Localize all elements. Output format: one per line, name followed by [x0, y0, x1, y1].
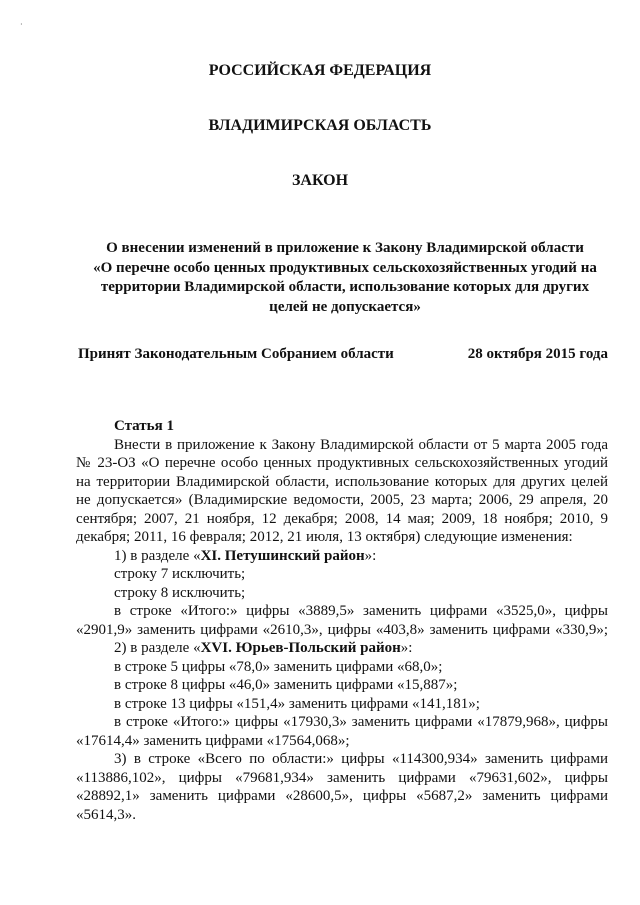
item2-line: в строке 5 цифры «78,0» заменить цифрами «68,0»; — [114, 658, 443, 675]
item1-heading — [76, 547, 608, 566]
title-line: «О перечне особо ценных продуктивных сельскохозяйственных угодий на — [93, 259, 597, 276]
intro-line: сентября; 2007, 21 ноября, 12 декабря; 2008, 14 мая; 2009, 18 ноября; 2010, 9 — [76, 510, 608, 527]
item2-suffix: »: — [400, 640, 413, 656]
item2-section: XVI. Юрьев-Польский район — [200, 640, 401, 656]
item1-section: XI. Петушинский район — [200, 547, 365, 564]
item2-heading — [76, 639, 608, 658]
item1-line: «2901,9» заменить цифрами «2610,3», цифры «403,8» заменить цифрами «330,9»; — [76, 621, 608, 638]
country-heading: РОССИЙСКАЯ ФЕДЕРАЦИЯ — [208, 62, 432, 79]
item1-line: строку 8 исключить; — [114, 584, 246, 601]
intro-line: Внести в приложение к Закону Владимирской области от 5 марта 2005 года — [114, 436, 608, 453]
item3-line: «5614,3». — [76, 806, 136, 823]
item1-suffix: »: — [364, 547, 377, 564]
item3-line: 3) в строке «Всего по области:» цифры «114300,934» заменить цифрами — [114, 751, 608, 767]
intro-line: не допускается» (Владимирские ведомости, 2005, 23 марта; 2006, 29 апреля, 20 — [76, 492, 608, 508]
title-line: О внесении изменений в приложение к Закону Владимирской области — [106, 240, 584, 256]
item1-line: в строке «Итого:» цифры «3889,5» заменить цифрами «3525,0», цифры — [114, 603, 608, 619]
item2-line: «17614,4» заменить цифрами «17564,068»; — [76, 732, 350, 749]
region-heading: ВЛАДИМИРСКАЯ ОБЛАСТЬ — [208, 117, 432, 134]
item2-prefix: 2) в разделе « — [114, 640, 201, 656]
title-line: территории Владимирской области, использование которых для других — [100, 279, 590, 295]
item1-prefix: 1) в разделе « — [114, 547, 201, 564]
law-title — [75, 239, 615, 317]
adopted-by: Принят Законодательным Собранием области — [78, 346, 394, 362]
item2-line: в строке 8 цифры «46,0» заменить цифрами «15,887»; — [114, 677, 458, 693]
law-heading: ЗАКОН — [291, 172, 349, 189]
article-body — [76, 417, 608, 824]
item2-line: в строке «Итого:» цифры «17930,3» заменить цифрами «17879,968», цифры — [114, 714, 608, 730]
item1-line: строку 7 исключить; — [114, 566, 246, 582]
intro-line: декабря; 2011, 16 февраля; 2012, 21 июля, 13 октября) следующие изменения: — [76, 529, 573, 545]
intro-line: на территории Владимирской области, использование которых для других целей — [76, 473, 608, 490]
item3-line: «113886,102», цифры «79681,934» заменить цифрами «79631,602», цифры — [76, 769, 608, 786]
adoption-date: 28 октября 2015 года — [467, 346, 608, 362]
scan-speck: · — [20, 20, 23, 29]
intro-line: № 23-ОЗ «О перечне особо ценных продуктивных сельскохозяйственных угодий — [76, 455, 608, 471]
item2-line: в строке 13 цифры «151,4» заменить цифрами «141,181»; — [114, 695, 480, 712]
title-line: целей не допускается» — [269, 298, 421, 315]
item3-line: «28892,1» заменить цифрами «28600,5», цифры «5687,2» заменить цифрами — [76, 788, 608, 804]
article-heading: Статья 1 — [114, 418, 174, 434]
